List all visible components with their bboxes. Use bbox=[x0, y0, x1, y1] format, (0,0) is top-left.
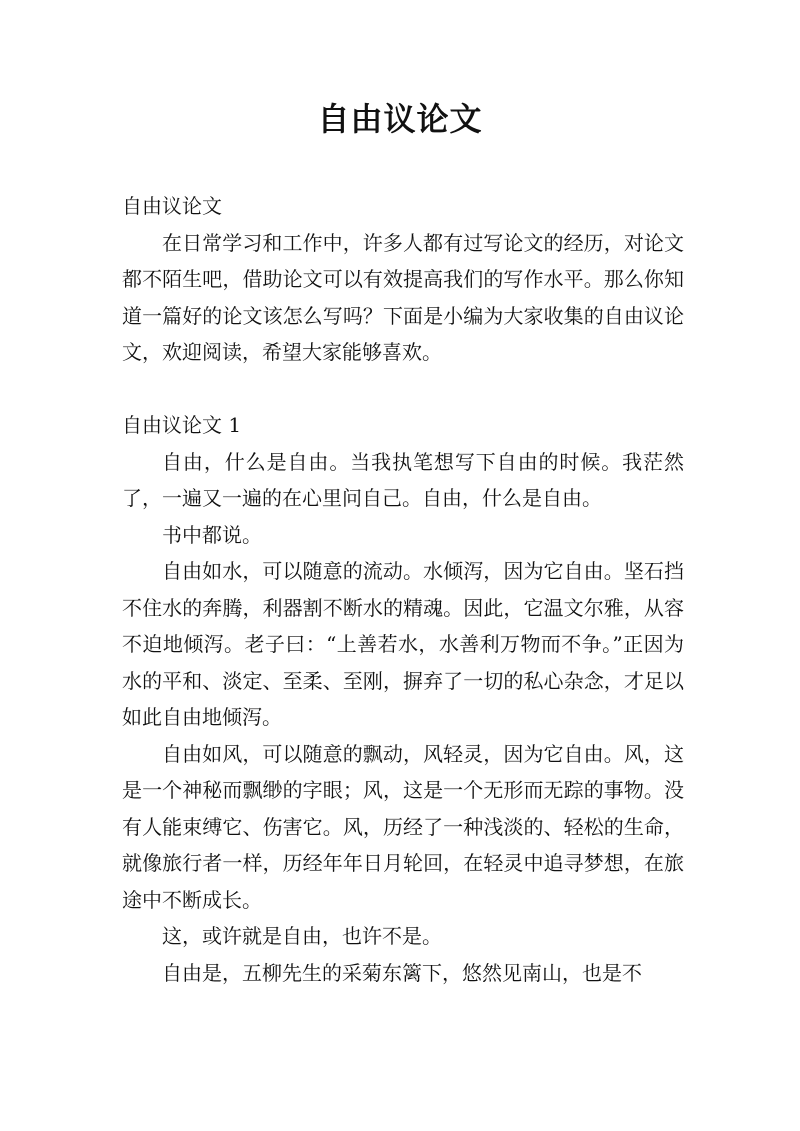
section-1-paragraph-5: 这，或许就是自由，也许不是。 bbox=[162, 924, 442, 948]
section-1-paragraph-1: 自由，什么是自由。当我执笔想写下自由的时候。我茫然了，一遍又一遍的在心里问自己。自由，什么是自由。 bbox=[122, 449, 684, 510]
section-1-paragraph-6: 自由是，五柳先生的采菊东篱下，悠然见南山，也是不 bbox=[162, 960, 642, 985]
section-1-paragraph-4: 自由如风，可以随意的飘动，风轻灵，因为它自由。风，这是一个神秘而飘缈的字眼；风，这是一个无形而无踪的事物。没有人能束缚它、伤害它。风，历经了一种浅淡的、轻松的生命，就像旅行者一样，历经年年日月轮回，在轻灵中追寻梦想，在旅途中不断成长。 bbox=[122, 741, 684, 912]
intro-section-label: 自由议论文 bbox=[122, 194, 222, 218]
document-title: 自由议论文 bbox=[317, 100, 483, 138]
section-1-paragraph-3: 自由如水，可以随意的流动。水倾泻，因为它自由。坚石挡不住水的奔腾，利器割不断水的精魂。因此，它温文尔雅，从容不迫地倾泻。老子曰：“上善若水，水善利万物而不争。”正因为水的平和、淡定、至柔、至刚，摒弃了一切的私心杂念，才足以如此自由地倾泻。 bbox=[122, 559, 684, 729]
intro-paragraph: 在日常学习和工作中，许多人都有过写论文的经历，对论文都不陌生吧，借助论文可以有效提高我们的写作水平。那么你知道一篇好的论文该怎么写吗？下面是小编为大家收集的自由议论文，欢迎阅读，希望大家能够喜欢。 bbox=[122, 230, 684, 364]
section-1-paragraph-2: 书中都说。 bbox=[162, 522, 262, 547]
document-body bbox=[122, 188, 684, 991]
section-1-label: 自由议论文 1 bbox=[122, 413, 242, 437]
section-spacer bbox=[122, 371, 684, 408]
